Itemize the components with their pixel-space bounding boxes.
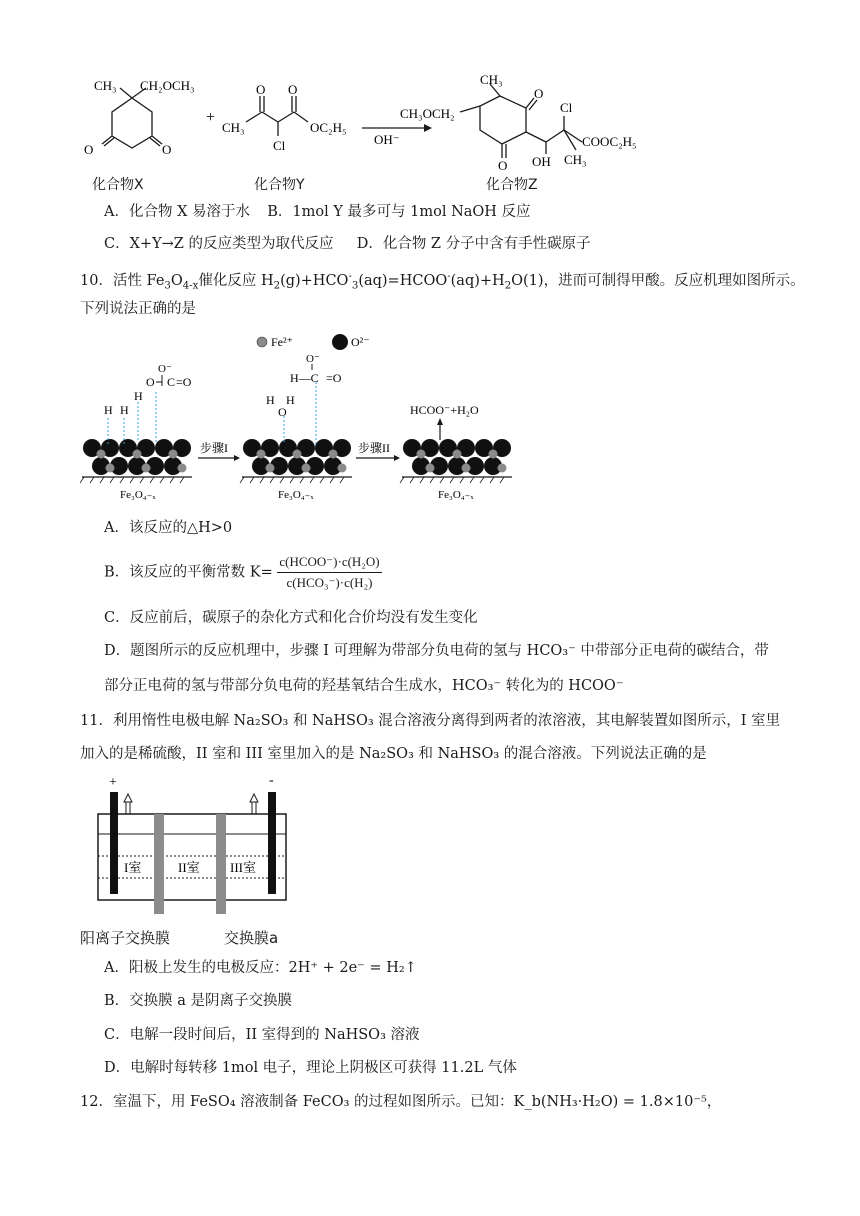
o-legend-icon: [332, 334, 348, 350]
svg-text:H: H: [286, 393, 295, 407]
q9-label-z: 化合物Z: [486, 177, 538, 193]
panel-3: [400, 403, 512, 501]
q9-z-o1: O: [534, 86, 544, 101]
cathode: [268, 792, 276, 894]
q9-option-b[interactable]: B．1mol Y 最多可与 1mol NaOH 反应: [267, 204, 531, 220]
q9-x-ch2och3: CH₂OCH₃: [140, 78, 195, 93]
q10-number: 10．: [80, 272, 113, 289]
q10-mechanism-diagram: [80, 328, 520, 506]
q9-option-c[interactable]: C．X+Y→Z 的反应类型为取代反应: [104, 236, 334, 252]
q9-z-ch3b: CH₃: [564, 152, 587, 167]
q12-stem: 12．室温下，用 FeSO₄ 溶液制备 FeCO₃ 的过程如图所示。已知：K_b(NH₃·H₂O) = 1.8×10⁻⁵，: [80, 1094, 722, 1110]
svg-text:O⁻: O⁻: [306, 353, 320, 365]
q10-option-c[interactable]: C．反应前后，碳原子的杂化方式和化合价均没有发生变化: [104, 610, 478, 626]
panel-1: [80, 363, 192, 501]
membrane-2-label: 交换膜a: [224, 929, 279, 947]
cation-exchange-membrane: [154, 814, 164, 914]
q9-options-row2: [104, 234, 591, 254]
q11-electrolysis-diagram: [80, 772, 320, 948]
svg-text:=O: =O: [326, 371, 342, 385]
q10-stem-line2: 下列说法正确的是: [80, 301, 196, 317]
q11-stem-line1: 11．利用惰性电极电解 Na₂SO₃ 和 NaHSO₃ 混合溶液分离得到两者的浓溶液，其电解装置如图所示，I 室里: [80, 713, 781, 729]
product-label: HCOO⁻+H₂O: [410, 403, 479, 417]
svg-text:=O: =O: [176, 375, 192, 389]
q9-z-ch3och2: CH₃OCH₂: [400, 106, 455, 121]
svg-text:Fe₃O₄₋ₓ: Fe₃O₄₋ₓ: [438, 489, 474, 501]
svg-text:H: H: [134, 389, 143, 403]
svg-text:H: H: [266, 393, 275, 407]
cathode-gas-arrow-icon: [250, 794, 258, 802]
cathode-sign: -: [269, 773, 274, 788]
q11-stem-line2: 加入的是稀硫酸，II 室和 III 室里加入的是 Na₂SO₃ 和 NaHSO₃ 的混合溶液。下列说法正确的是: [80, 746, 707, 762]
q9-z-cooc2h5: COOC₂H₅: [582, 134, 637, 149]
q10-stem: 10．活性 $Fe_3O_{4-x}$催化反应 $H_2(g)+HCO^-_3(aq)=HCOO^-(aq)+H_2O(1)$，进而可制得甲酸。反应机理如图所示。: [80, 271, 805, 292]
q9-plus: +: [206, 109, 216, 126]
svg-text:H: H: [120, 403, 129, 417]
q9-y-ch3: CH₃: [222, 120, 245, 135]
svg-text:Fe₃O₄₋ₓ: Fe₃O₄₋ₓ: [120, 489, 156, 501]
q9-option-a[interactable]: A．化合物 X 易溶于水: [104, 204, 251, 220]
svg-text:Fe₃O₄₋ₓ: Fe₃O₄₋ₓ: [278, 489, 314, 501]
exchange-membrane-a: [216, 814, 226, 914]
q9-z-oh: OH: [532, 154, 551, 169]
q9-z-cl: Cl: [560, 100, 573, 115]
q9-z-o2: O: [498, 158, 508, 173]
legend-fe-label: Fe²⁺: [271, 335, 293, 349]
room-2-label: II室: [178, 860, 200, 875]
q9-label-y: 化合物Y: [254, 177, 305, 193]
q9-label-x: 化合物X: [92, 177, 144, 193]
equilibrium-constant-fraction: $\frac{\text{c(HCOO⁻)·c(H₂O)}}{\text{c(HCO₃⁻)·c(H₂)}}$: [279, 554, 380, 590]
room-3-label: III室: [230, 860, 256, 875]
q9-option-d[interactable]: D．化合物 Z 分子中含有手性碳原子: [356, 236, 591, 252]
q9-options-row1: [104, 202, 531, 222]
q10-option-d-line1[interactable]: D．题图所示的反应机理中，步骤 I 可理解为带部分负电荷的氢与 HCO₃⁻ 中带部分正电荷的碳结合，带: [104, 643, 769, 659]
q9-x-o2: O: [162, 142, 172, 157]
svg-text:O⁻: O⁻: [158, 363, 172, 375]
q10-option-b[interactable]: B．该反应的平衡常数 K= $\frac{\text{c(HCOO⁻)·c(H₂O)}}{\text{c(HCO₃⁻)·c(H₂)}}$: [104, 552, 382, 593]
q9-y-o2: O: [288, 82, 298, 97]
legend-o-label: O²⁻: [351, 335, 370, 349]
q11-option-d[interactable]: D．电解时每转移 1mol 电子，理论上阴极区可获得 11.2L 气体: [104, 1060, 517, 1076]
panel-2: [240, 353, 352, 501]
room-1-label: I室: [124, 860, 142, 875]
anode-gas-arrow-icon: [124, 794, 132, 802]
anode-sign: +: [109, 775, 117, 790]
q9-z-ch3: CH₃: [480, 72, 503, 87]
q11-option-b[interactable]: B．交换膜 a 是阴离子交换膜: [104, 993, 293, 1009]
membrane-1-label: 阳离子交换膜: [80, 929, 171, 947]
panel-1-atoms: [83, 439, 191, 475]
svg-text:C: C: [167, 375, 176, 389]
fe-legend-icon: [257, 337, 267, 347]
svg-text:H: H: [104, 403, 113, 417]
q9-x-o1: O: [84, 142, 94, 157]
q9-reaction-scheme: [70, 72, 690, 194]
svg-text:H—C: H—C: [290, 371, 319, 385]
q9-y-oc2h5: OC₂H₅: [310, 120, 347, 135]
q10-option-d-line2: 部分正电荷的氢与带部分负电荷的羟基氧结合生成水，HCO₃⁻ 转化为的 HCOO⁻: [104, 678, 624, 694]
q11-option-c[interactable]: C．电解一段时间后，II 室得到的 NaHSO₃ 溶液: [104, 1027, 420, 1043]
q11-option-a[interactable]: A．阳极上发生的电极反应：2H⁺ + 2e⁻ = H₂↑: [104, 960, 417, 976]
anode: [110, 792, 118, 894]
q9-arrow-reagent: OH⁻: [374, 132, 400, 147]
step-2-label: 步骤II: [358, 441, 390, 455]
svg-text:O: O: [278, 405, 287, 419]
q9-x-ch3: CH₃: [94, 78, 117, 93]
q9-y-o1: O: [256, 82, 266, 97]
q9-y-cl: Cl: [273, 138, 286, 153]
svg-text:O: O: [146, 375, 155, 389]
q10-option-a[interactable]: A．该反应的△H>0: [104, 520, 233, 536]
step-1-label: 步骤I: [200, 441, 228, 455]
